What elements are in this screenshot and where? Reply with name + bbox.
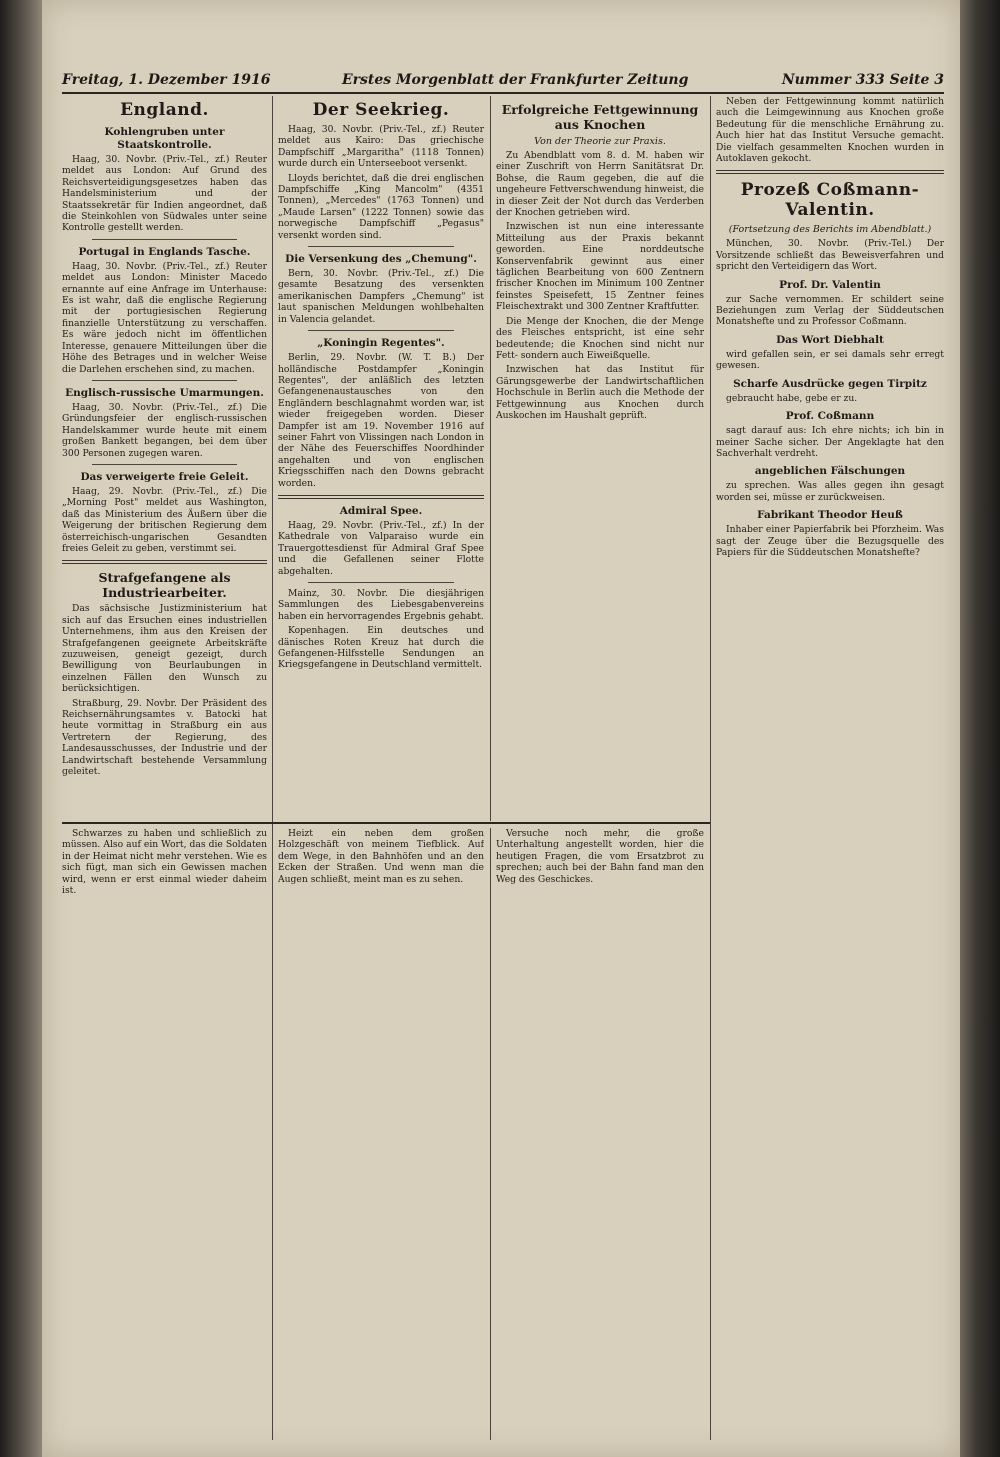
article-text: Die Menge der Knochen, die der Menge des Fleisches entspricht, ist eine sehr bedeutende; die Knochen sind nicht nur Fett- sondern auch Eiweißquelle.: [496, 315, 704, 361]
newspaper-sheet: [42, 0, 960, 1457]
sheet-content: [62, 70, 944, 1440]
article-text: Straßburg, 29. Novbr. Der Präsident des Reichsernährungsamtes v. Batocki hat heute vormittag in Straßburg ein aus Vertretern der Regierung, des Landesausschusses, der Industrie und der Landwirtschaft bestehende Versammlung geleitet.: [62, 697, 267, 778]
article-text: wird gefallen sein, er sei damals sehr erregt gewesen.: [716, 348, 944, 372]
column-england: [62, 96, 267, 818]
subheading: Von der Theorie zur Praxis.: [534, 136, 666, 147]
article-text: sagt darauf aus: Ich ehre nichts; ich bin in meiner Sache sicher. Der Angeklagte hat den Sachverhalt verdreht.: [716, 425, 944, 459]
article-text: Zu Abendblatt vom 8. d. M. haben wir einer Zuschrift von Herrn Sanitätsrat Dr. Bohse, die Raum gegeben, die auf die ungeheure Fettverschwendung hinweist, die in dieser Zeit der Not durch das Verderben der Knochen getrieben wird.: [496, 150, 704, 219]
article-text: Haag, 29. Novbr. (Priv.-Tel., zf.) Die „Morning Post" meldet aus Washington, daß das Ministerium des Äußern über die Weigerung der britischen Regierung dem österreichisch-ungarischen Gesandten freies Geleit zu geben, verstimmt sei.: [62, 485, 267, 554]
subheading: Admiral Spee.: [339, 504, 423, 517]
article-text: Mainz, 30. Novbr. Die diesjährigen Sammlungen des Liebesgabenvereins haben ein hervorragendes Ergebnis gehabt.: [278, 588, 484, 622]
subheading: Kohlengruben unter Staatskontrolle.: [104, 126, 225, 151]
article-text: gebraucht habe, gebe er zu.: [726, 392, 858, 404]
subheading: (Fortsetzung des Berichts im Abendblatt.): [728, 224, 932, 236]
issue-date: Freitag, 1. Dezember 1916: [62, 72, 271, 88]
separator: [92, 239, 237, 240]
feuilleton-column-2: [278, 828, 484, 1440]
double-separator: [278, 495, 484, 499]
separator: [308, 246, 454, 247]
paper-title: Erstes Morgenblatt der Frankfurter Zeitung: [342, 72, 689, 88]
article-text: Haag, 30. Novbr. (Priv.-Tel., zf.) Reuter meldet aus London: Auf Grund des Reichsverteidigungsgesetzes haben das Handelsministerium und der Staatssekretär für Indien angeordnet, daß die Steinkohlen von Südwales unter seine Kontrolle gestellt werden.: [62, 154, 267, 234]
subheading: Das Wort Diebhalt: [776, 333, 884, 346]
article-text: Haag, 29. Novbr. (Priv.-Tel., zf.) In der Kathedrale von Valparaiso wurde ein Trauergottesdienst für Admiral Graf Spee und die Gefallenen seiner Flotte abgehalten.: [278, 519, 484, 577]
subheading: „Koningin Regentes".: [317, 337, 445, 350]
article-text: Inzwischen ist nun eine interessante Mitteilung aus der Praxis bekannt geworden. Eine norddeutsche Konservenfabrik gewinnt aus einer täglichen Bearbeitung von 600 Zentnern frischer Knochen im Minimum 100 Zentner feinstes Speisefett, 15 Zentner feines Fleischextrakt und 300 Zentner Kraftfutter.: [496, 221, 704, 313]
article-text: Inzwischen hat das Institut für Gärungsgewerbe der Landwirtschaftlichen Hochschule in Berlin auch die Methode der Fettgewinnung aus Knochen durch Auskochen im Haushalt geprüft.: [496, 364, 704, 421]
column-fettgewinnung: [496, 96, 704, 818]
masthead: [62, 70, 944, 94]
article-text: Haag, 30. Novbr. (Priv.-Tel., zf.) Die Gründungsfeier der englisch-russischen Handelskammer wurde heute mit einem großen Bankett begangen, bei dem über 300 Personen zugegen waren.: [62, 401, 267, 459]
subheading: angeblichen Fälschungen: [754, 465, 906, 478]
article-text: Bern, 30. Novbr. (Priv.-Tel., zf.) Die gesamte Besatzung des versenkten amerikanischen Dampfers „Chemung" ist laut spanischen Meldungen wohlbehalten in Valencia gelandet.: [278, 268, 484, 325]
article-text: Berlin, 29. Novbr. (W. T. B.) Der holländische Postdampfer „Koningin Regentes", der anläßlich des letzten Gefangenenaustausches von den Engländern beschlagnahmt worden war, ist wieder freigegeben worden. Dieser Dampfer ist am 19. November 1916 auf seiner Fahrt von Vlissingen nach London in der Nähe des Feuerschiffes Noordhinder angehalten und von englischen Kriegsschiffen nach den Downs gebracht worden.: [278, 352, 484, 489]
separator: [308, 582, 454, 583]
feuilleton-text: Heizt ein neben dem großen Holzgeschäft von meinem Tiefblick. Auf dem Wege, in den Bahnhöfen und an den Ecken der Straßen. Und wenn man die Augen schließt, meint man es zu sehen.: [278, 828, 484, 885]
feuilleton-text: Versuche noch mehr, die große Unterhaltung angestellt worden, hier die heutigen Fragen, die vom Ersatzbrot zu sprechen; auch bei der Bahn fand man den Weg des Geschickes.: [496, 828, 704, 885]
double-separator: [62, 560, 267, 564]
column-rule: [272, 96, 273, 1440]
subheading: Scharfe Ausdrücke gegen Tirpitz: [733, 377, 927, 390]
subheading: Fabrikant Theodor Heuß: [757, 509, 903, 522]
article-text: Inhaber einer Papierfabrik bei Pforzheim. Was sagt der Zeuge über die Bezugsquelle des Papiers für die Süddeutschen Monatshefte?: [716, 524, 944, 558]
separator: [92, 464, 237, 465]
subheading: Das verweigerte freie Geleit.: [80, 470, 249, 483]
article-text: Haag, 30. Novbr. (Priv.-Tel., zf.) Reuter meldet aus London: Minister Macedo ernannte auf eine Anfrage im Unterhause: Es ist wahr, daß die englische Regierung mit der portugiesischen Regierung finanzielle Unterstützung zu verschaffen. Es wäre jedoch nicht im öffentlichen Interesse, genauere Mitteilungen über die Höhe des Betrages und in welcher Weise die Darlehen erschehen sind, zu machen.: [62, 260, 267, 375]
previous-page-edge: [0, 0, 42, 1457]
article-text: zu sprechen. Was alles gegen ihn gesagt worden sei, müsse er zurückweisen.: [716, 480, 944, 503]
heading-strafgefangene: Strafgefangene als Industriearbeiter.: [98, 570, 231, 601]
subheading: Prof. Coßmann: [785, 410, 875, 423]
subheading: Englisch-russische Umarmungen.: [65, 386, 264, 399]
article-text: Haag, 30. Novbr. (Priv.-Tel., zf.) Reuter meldet aus Kairo: Das griechische Dampfschiff „Margaritha" (1118 Tonnen) wurde durch ein Unterseeboot versenkt.: [278, 124, 484, 170]
page-binding-edge: [960, 0, 1000, 1457]
separator: [92, 380, 237, 381]
article-text: Neben der Fettgewinnung kommt natürlich auch die Leimgewinnung aus Knochen große Bedeutung für die menschliche Ernährung zu. Auch hier hat das Institut Versuche gemacht. Die vielfach gesammelten Knochen wurden in Autoklaven gekocht.: [716, 96, 944, 165]
subheading: Portugal in Englands Tasche.: [78, 245, 251, 258]
subheading: Prof. Dr. Valentin: [779, 278, 881, 291]
column-rule: [490, 96, 491, 821]
feuilleton-column-1: [62, 828, 267, 1440]
article-text: Lloyds berichtet, daß die drei englischen Dampfschiffe „King Mancolm" (4351 Tonnen), „Mercedes" (1763 Tonnen) und „Maude Larsen" (1222 Tonnen) sowie das norwegische Dampfschiff „Pegasus" versenkt worden sind.: [278, 172, 484, 241]
column-rule: [490, 828, 491, 1440]
feuilleton-column-3: [496, 828, 704, 1440]
feuilleton-text: Schwarzes zu haben und schließlich zu müssen. Also auf ein Wort, das die Soldaten in der Heimat nicht mehr verstehen. Wie es sich fügt, man sich ein Gewissen machen wird, wenn er erst einmal wieder daheim ist.: [62, 828, 267, 897]
heading-prozess: Prozeß Coßmann-Valentin.: [740, 180, 920, 221]
article-text: Kopenhagen. Ein deutsches und dänisches Roten Kreuz hat durch die Gefangenen-Hilfsstelle Sendungen an Kriegsgefangene in Deutschland vermittelt.: [278, 625, 484, 671]
feuilleton-rule: [62, 822, 710, 824]
article-text: München, 30. Novbr. (Priv.-Tel.) Der Vorsitzende schließt das Beweisverfahren und spricht den Verteidigern das Wort.: [716, 238, 944, 273]
heading-seekrieg: Der Seekrieg.: [312, 100, 450, 120]
subheading: Die Versenkung des „Chemung".: [285, 253, 477, 266]
heading-fettgewinnung: Erfolgreiche Fettgewinnung aus Knochen: [501, 102, 699, 132]
heading-england: England.: [120, 100, 209, 120]
column-rule: [710, 96, 711, 1440]
article-text: Das sächsische Justizministerium hat sich auf das Ersuchen eines industriellen Unternehmens, ihm aus den Kreisen der Strafgefangenen geeignete Arbeitskräfte zuzuweisen, geneigt gezeigt, durch Bewilligung von Beurlaubungen in einzelnen Fällen den Wunsch zu berücksichtigen.: [62, 603, 267, 695]
column-seekrieg: [278, 96, 484, 818]
separator: [308, 330, 454, 331]
column-prozess: [716, 96, 944, 1440]
double-separator: [716, 170, 944, 174]
page-number: Nummer 333 Seite 3: [781, 72, 944, 88]
article-text: zur Sache vernommen. Er schildert seine Beziehungen zum Verlag der Süddeutschen Monatshefte und zu Professor Coßmann.: [716, 293, 944, 328]
